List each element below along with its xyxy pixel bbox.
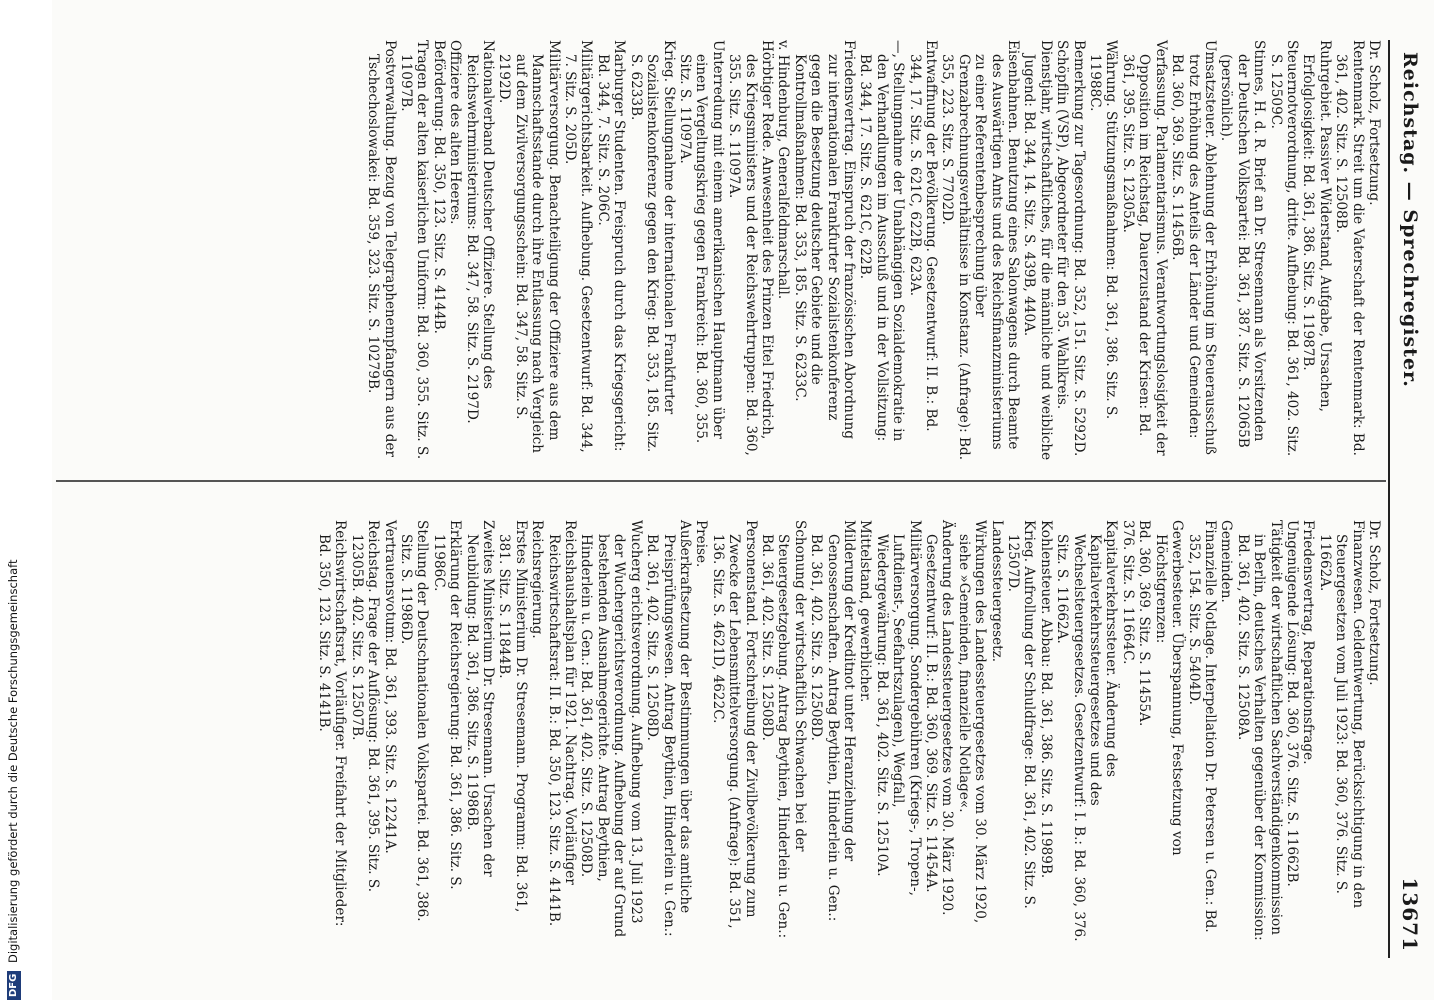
register-entry: Steuernotverordnung, dritte. Aufhebung: Bd. 361, 402. Sitz. S. 12509C. [1267, 40, 1300, 457]
register-entry: Bemerkung zur Tagesordnung: Bd. 352, 151. Sitz. S. 5292D. [1070, 40, 1087, 457]
register-entry: Schonung der wirtschaftlich Schwachen bei der Steuergesetzgebung. Antrag Beythien, Hinderlein u. Gen.: Bd. 361, 402. Sitz. S. 12508D. [758, 520, 808, 939]
register-entry: Hörbtiger Rede. Anwesenheit des Prinzen Eitel Friedrich, des Kriegsministers und der Reichswehrtruppen: Bd. 360, 355. Sitz. S. 11097A. [726, 40, 775, 456]
dfg-logo: DFG [7, 971, 21, 1000]
register-entry: Entwaffnung der Bevölkerung. Gesetzentwurf: II. B.: Bd. 344, 17. Sitz. S. 621C, 622B, 623A. [906, 40, 940, 432]
register-entry: Rentenmark. Streit um die Vaterschaft der Rentenmark: Bd. 361, 402. Sitz. S. 12508B. [1333, 40, 1366, 456]
register-entry: Mittelstand, gewerblicher. [857, 520, 874, 703]
header-title: Reichstag. — Sprechregister. [1399, 52, 1421, 388]
dfg-credit-strip [2, 0, 24, 1000]
register-entry: Erklärung der Reichsregierung: Bd. 361, 386. Sitz. S. 11986C. [430, 520, 464, 890]
register-entry: Reichsregierung. [529, 520, 546, 639]
register-entry: Landessteuergesetz. [988, 520, 1005, 663]
register-entry: Militärgerichtsbarkeit. Aufhebung. Gesetzentwurf: Bd. 344, 7. Sitz. S. 205D. [562, 40, 595, 453]
register-entry: Preise. [693, 520, 710, 568]
register-entry: Wirkungen des Landessteuergesetzes vom 30. März 1920, siehe »Gemeinden, finanzielle Notlage«. [955, 520, 989, 924]
credit-text: Digitalisierung gefördert durch die Deutsche Forschungsgemeinschaft [6, 559, 20, 963]
register-entry: Friedensvertrag, Reparationsfrage. [1300, 520, 1317, 765]
register-entry: Wucherg erichtsverordnung. Aufhebung vom 13. Juli 1923 der Wuchergerichtsverordnung. Aufhebung der auf Grund bestehenden Ausnahmegerichte. Antrag Beythien, Hinderlein u. Gen.: Bd. 361, 402. Sitz. S. 12508D. [578, 520, 644, 938]
register-entry: Finanzielle Notlage. Interpellation Dr. Petersen u. Gen.: Bd. 352, 154. Sitz. S. 5404D. [1185, 520, 1218, 933]
register-entry: Ruhrgebiet. Passiver Widerstand, Aufgabe, Ursachen, Erfolglosigkeit: Bd. 361, 386. Sitz. S. 11987B. [1300, 40, 1333, 412]
register-entry: Stellung der Deutschnationalen Volkspartei. Bd. 361, 386. Sitz. S. 11986D. [398, 520, 431, 922]
register-entry: Außerkraftsetzung der Bestimmungen über das amtliche Preisprüfungswesen. Antrag Beythien, Hinderlein u. Gen.: Bd. 361, 402. Sitz. S. 12508D. [644, 520, 693, 937]
register-entry: Reichswirtschaftsrat, Vorläufiger. Freifahrt der Mitglieder: Bd. 350, 123. Sitz. S. 4141B. [316, 520, 349, 927]
register-entry: Militärversorgung. Sondergebühren (Kriegs-, Tropen-, Luftdienst-, Seefahrtszulagen), Wegfall, Wiedergewährung: Bd. 361, 402. Sitz. S. 12510A. [873, 520, 923, 896]
register-entry: Krieg. Stellungnahme der internationalen Frankfurter Sozialistenkonferenz gegen den Krieg: Bd. 353, 185. Sitz. S. 6233B. [627, 40, 677, 453]
register-entry: Reichstag. Frage der Auflösung: Bd. 361, 395. Sitz. S. 12305B. 402. Sitz. S. 12507B. [348, 520, 382, 893]
register-entry: Reichshaushaltsplan für 1921. Nachtrag. Vorläufiger Reichswirtschaftsrat: II. B.: Bd. 350, 123. Sitz. S. 4141B. [545, 520, 579, 927]
register-entry: v. Hindenburg, Generalfeldmarschall. [775, 40, 792, 300]
register-entry: Tragen der alten kaiserlichen Uniform: Bd. 360, 355. Sitz. S. 11097B. [398, 40, 431, 460]
register-entry: Dr. Scholz, Fortsetzung. [1366, 40, 1382, 206]
register-entry: Beförderung: Bd. 350, 123. Sitz. S. 4144B. [430, 40, 447, 334]
scanned-page [52, 0, 1434, 1000]
rotated-register-page [52, 0, 1434, 1000]
register-entry: Finanzwesen. Geldentwertung, Berücksichtigung in den Steuergesetzen vom Juli 1923: Bd. 360, 376. Sitz. S. 11662A. [1316, 520, 1366, 909]
register-entry: Zweites Ministerium Dr. Stresemann. Ursachen der Neubildung: Bd. 361, 386. Sitz. S. 11986B. [463, 520, 497, 877]
register-entry: Kapitalverkehrssteuer. Änderung des Kapitalverkehrssteuergesetzes und des Wechselsteuergesetzes. Gesetzentwurf: I. B.: Bd. 360, 376. Sitz. S. 11662A. [1054, 520, 1120, 942]
header-rule [1388, 40, 1390, 958]
right-column [365, 40, 1382, 462]
register-entry: Milderung der Kreditnot unter Heranziehung der Genossenschaften. Antrag Beythien, Hinderlein u. Gen.: Bd. 361, 402. Sitz. S. 12508D. [808, 520, 857, 922]
register-entry: Kohlensteuer. Abbau: Bd. 361, 386. Sitz. S. 11989B. [1037, 520, 1054, 879]
register-entry: Umsatzsteuer. Ablehnung der Erhöhung im Steuerausschuß trotz Erhöhung des Anteils der Länder und Gemeinden: Bd. 360, 369. Sitz. S. 11456B. [1169, 40, 1218, 455]
register-entry: Personenstand. Fortschreibung der Zivilbevölkerung zum Zwecke der Lebensmittelversorgung. (Anfrage): Bd. 351, 136. Sitz. S. 4621D, 4622C. [709, 520, 759, 929]
register-entry: Unterredung mit einem amerikanischen Hauptmann über einen Vergeltungskrieg gegen Frankreich: Bd. 360, 355. Sitz. S. 11097A. [676, 40, 726, 444]
register-entry: Bd. 360, 369. Sitz. S. 11455A. [1136, 520, 1153, 727]
left-column [316, 520, 1382, 942]
register-entry: —, Stellungnahme der Unabhängigen Sozialdemokratie in den Verhandlungen im Ausschuß und in der Vollsitzung: Bd. 344, 17. Sitz. S. 621C, 622B. [857, 40, 907, 442]
register-entry: Eisenbahnen. Benutzung eines Salonwagens durch Beamte des Auswärtigen Amts und des Reichsfinanzministeriums zu einer Referentenbesprechung über Grenzabrechnungsverhältnisse in Konstanz. (Anfrage): Bd. 355, 223. Sitz. S. 7702D. [939, 40, 1022, 461]
register-entry: 376. Sitz. S. 11664C. [1119, 520, 1136, 665]
register-entry: Änderung des Landessteuergesetzes vom 30. März 1920. Gesetzentwurf: II. B.: Bd. 360, 369. Sitz. S. 11454A. [923, 520, 956, 916]
register-entry: Stinnes, H. d. R. Brief an Dr. Stresemann als Vorsitzenden der Deutschen Volkspartei: Bd. 361, 387. Sitz. S. 12065B (persönlich). [1218, 40, 1268, 448]
register-entry: Schöpflin (VSP), Abgeordneter für den 35. Wahlkreis. [1054, 40, 1071, 410]
register-entry: Währung. Stützungsmaßnahmen: Bd. 361, 386. Sitz. S. 11988C. [1087, 40, 1120, 420]
register-entry: Vertrauensvotum: Bd. 361, 393. Sitz. S. 12241A. [381, 520, 398, 854]
page-number: 13671 [1398, 877, 1422, 952]
register-entry: Offiziere des alten Heeres. [447, 40, 464, 225]
register-entry: Krieg. Aufrollung der Schuldfrage: Bd. 361, 402. Sitz. S. 12507D. [1005, 520, 1038, 909]
column-divider [56, 480, 1386, 482]
register-entry: Verfassung. Parlamentarismus. Verantwortungslosigkeit der Opposition im Reichstag, Dauerzustand der Krisen: Bd. 361, 395. Sitz. S. 12305A. [1119, 40, 1169, 456]
register-entry: Gemeinden. [1218, 520, 1235, 603]
register-entry: Tätigkeit der wirtschaftlichen Sachverständigenkommission in Berlin, deutsches Verhalten gegenüber der Kommission: Bd. 361, 402. Sitz. S. 12508A. [1234, 520, 1284, 941]
register-entry: Friedensvertrag. Einspruch der französischen Abordnung zur internationalen Frankfurter Sozialistenkonferenz gegen die Besetzung deutscher Gebiete und die Kontrollmaßnahmen: Bd. 353, 185. Sitz. S. 6233C. [791, 40, 857, 440]
register-entry: Dr. Scholz, Fortsetzung. [1366, 520, 1382, 686]
register-entry: Erstes Ministerium Dr. Stresemann. Programm: Bd. 361, 381. Sitz. S. 11844B. [496, 520, 529, 913]
register-entry: Militärversorgung. Benachteiligung der Offiziere aus dem Mannschaftsstande durch ihre Entlassung nach Vergleich auf dem Zivilversorgungsschein: Bd. 347, 58. Sitz. S. 2192D. [496, 40, 562, 453]
register-entry: Postverwaltung. Bezug von Telegraphenempfangern aus der Tschechoslowakei: Bd. 359, 323. Sitz. S. 10279B. [365, 40, 398, 458]
running-header [1392, 52, 1428, 952]
register-entry: Nationalverband Deutscher Offiziere. Stellung des Reichswehrministeriums: Bd. 347, 58. Sitz. S. 2197D. [463, 40, 497, 424]
register-entry: Gewerbesteuer. Überspannung, Festsetzung von Höchstgrenzen: [1152, 520, 1186, 856]
register-entry: Dienstjahr, wirtschaftliches, für die männliche und weibliche Jugend: Bd. 344, 14. Sitz. S. 439B, 440A. [1021, 40, 1054, 461]
register-entry: Ungenügende Lösung: Bd. 360, 376. Sitz. S. 11662B. [1283, 520, 1300, 887]
register-entry: Marburger Studenten. Freispruch durch das Kriegsgericht: Bd. 344, 7. Sitz. S. 206C. [594, 40, 628, 452]
